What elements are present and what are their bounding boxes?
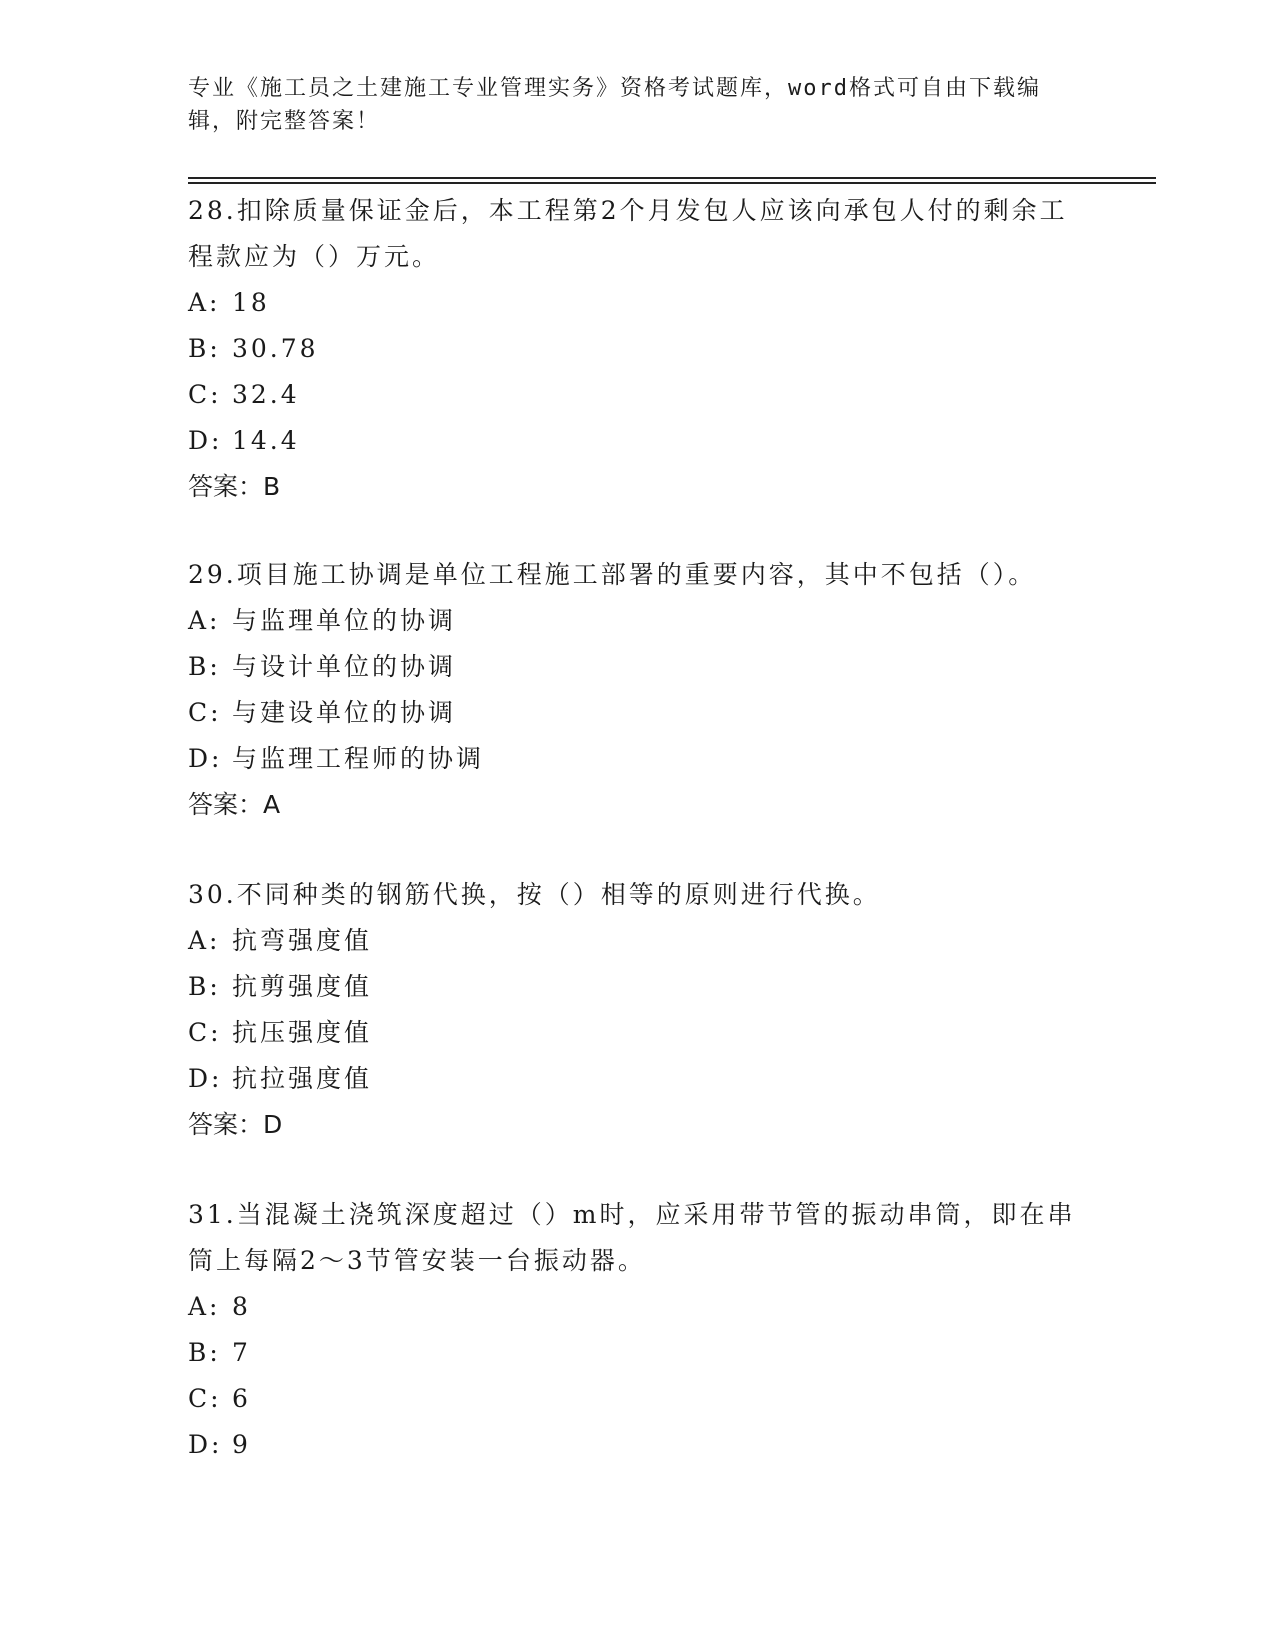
option-text: 32.4 (232, 380, 300, 409)
option-text: 18 (232, 288, 270, 317)
option-d (188, 736, 1088, 782)
option-key: B: (188, 652, 221, 681)
option-a (188, 280, 1088, 326)
option-text: 抗弯强度值 (232, 926, 373, 955)
answer-line: 答案：B (188, 472, 281, 501)
option-b (188, 964, 1088, 1010)
option-text: 8 (232, 1292, 251, 1321)
option-d (188, 418, 1088, 464)
question-28 (188, 188, 1088, 510)
answer-line: 答案：D (188, 1110, 283, 1139)
option-key: D: (188, 1064, 223, 1093)
header-note: 专业《施工员之土建施工专业管理实务》资格考试题库，word格式可自由下载编辑，附完整答案！ (188, 76, 1041, 134)
option-c (188, 690, 1088, 736)
option-text: 与建设单位的协调 (232, 698, 457, 727)
option-text: 与监理单位的协调 (232, 606, 457, 635)
question-stem: 30.不同种类的钢筋代换，按（）相等的原则进行代换。 (188, 880, 881, 909)
option-c (188, 372, 1088, 418)
question-29 (188, 552, 1088, 828)
option-key: B: (188, 334, 221, 363)
option-d (188, 1422, 1088, 1468)
option-key: B: (188, 972, 221, 1001)
question-stem: 31.当混凝土浇筑深度超过（）m时，应采用带节管的振动串筒，即在串筒上每隔2～3节管安装一台振动器。 (188, 1200, 1076, 1275)
option-text: 6 (232, 1384, 251, 1413)
option-text: 30.78 (232, 334, 319, 363)
header-divider-secondary (188, 182, 1156, 184)
option-a (188, 918, 1088, 964)
option-key: C: (188, 698, 222, 727)
option-key: A: (188, 1292, 221, 1321)
question-31 (188, 1192, 1088, 1468)
option-key: C: (188, 1018, 222, 1047)
option-b (188, 644, 1088, 690)
answer-line: 答案：A (188, 790, 281, 819)
question-stem: 29.项目施工协调是单位工程施工部署的重要内容，其中不包括（）。 (188, 560, 1037, 589)
header-divider (188, 177, 1156, 179)
option-key: D: (188, 1430, 223, 1459)
option-key: D: (188, 744, 223, 773)
option-text: 抗剪强度值 (232, 972, 373, 1001)
option-key: B: (188, 1338, 221, 1367)
option-key: A: (188, 926, 221, 955)
option-text: 14.4 (232, 426, 300, 455)
option-a (188, 1284, 1088, 1330)
option-b (188, 1330, 1088, 1376)
option-key: C: (188, 380, 222, 409)
option-text: 与监理工程师的协调 (232, 744, 485, 773)
option-b (188, 326, 1088, 372)
option-key: D: (188, 426, 223, 455)
option-key: A: (188, 606, 221, 635)
option-c (188, 1376, 1088, 1422)
option-text: 9 (232, 1430, 251, 1459)
option-key: A: (188, 288, 221, 317)
option-key: C: (188, 1384, 222, 1413)
option-text: 抗压强度值 (232, 1018, 373, 1047)
option-text: 7 (232, 1338, 251, 1367)
question-stem: 28.扣除质量保证金后，本工程第2个月发包人应该向承包人付的剩余工程款应为（）万元。 (188, 196, 1068, 271)
option-c (188, 1010, 1088, 1056)
option-text: 与设计单位的协调 (232, 652, 457, 681)
option-d (188, 1056, 1088, 1102)
option-a (188, 598, 1088, 644)
option-text: 抗拉强度值 (232, 1064, 373, 1093)
question-30 (188, 872, 1088, 1148)
